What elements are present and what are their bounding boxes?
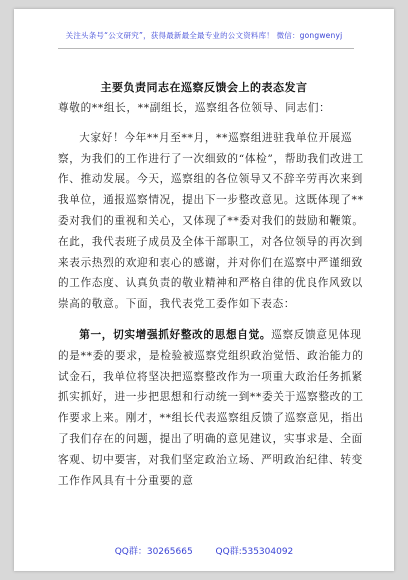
footer bbox=[14, 544, 394, 557]
document-body bbox=[58, 98, 366, 491]
header-promo: 关注头条号“公文研究”，获得最新最全最专业的公文资料库！ 微信：gongwenyj bbox=[65, 31, 343, 40]
salutation: 尊敬的**组长，**副组长，巡察组各位领导、同志们： bbox=[58, 102, 331, 114]
header-divider bbox=[58, 48, 354, 49]
paragraph-2-lead: 第一，切实增强抓好整改的思想自觉。 bbox=[79, 328, 272, 341]
paragraph-1: 大家好！今年**月至**月，**巡察组进驻我单位开展巡察，为我们的工作进行了一次细致的“体检”，帮助我们改进工作、推动发展。今天，巡察组的各位领导又不辞辛劳再次来到我单位，通报巡察情况，提出下一步整改意见。这既体现了**委对我们的重视和关心，又体现了**委对我们的鼓励和鞭策。在此，我代表班子成员及全体干部职工，对各位领导的再次到来表示热烈的欢迎和衷心的感谢，并对你们在巡察中严谨细致的工作态度、认真负责的敬业精神和严格自律的优良作风致以崇高的敬意。下面，我代表党工委作如下表态： bbox=[58, 131, 364, 311]
document-page bbox=[14, 9, 394, 571]
paragraph-2-text: 巡察反馈意见体现的是**委的要求，是检验被巡察党组织政治觉悟、政治能力的试金石，我单位将坚决把巡察整改作为一项重大政治任务抓紧抓实抓好，进一步把思想和行动统一到**委关于巡察整改的工作要求上来。刚才，**组长代表巡察组反馈了巡察意见，指出了我们存在的问题，提出了明确的意见建议，实事求是、全面客观、切中要害，对我们坚定政治立场、严明政治纪律、转变工作作风具有十分重要的意 bbox=[58, 328, 364, 487]
document-title: 主要负责同志在巡察反馈会上的表态发言 bbox=[100, 81, 308, 94]
paragraph-2 bbox=[58, 325, 366, 491]
footer-qq-group-1: QQ群：30265665 bbox=[114, 547, 193, 557]
footer-qq-group-2: QQ群:535304092 bbox=[215, 547, 294, 557]
